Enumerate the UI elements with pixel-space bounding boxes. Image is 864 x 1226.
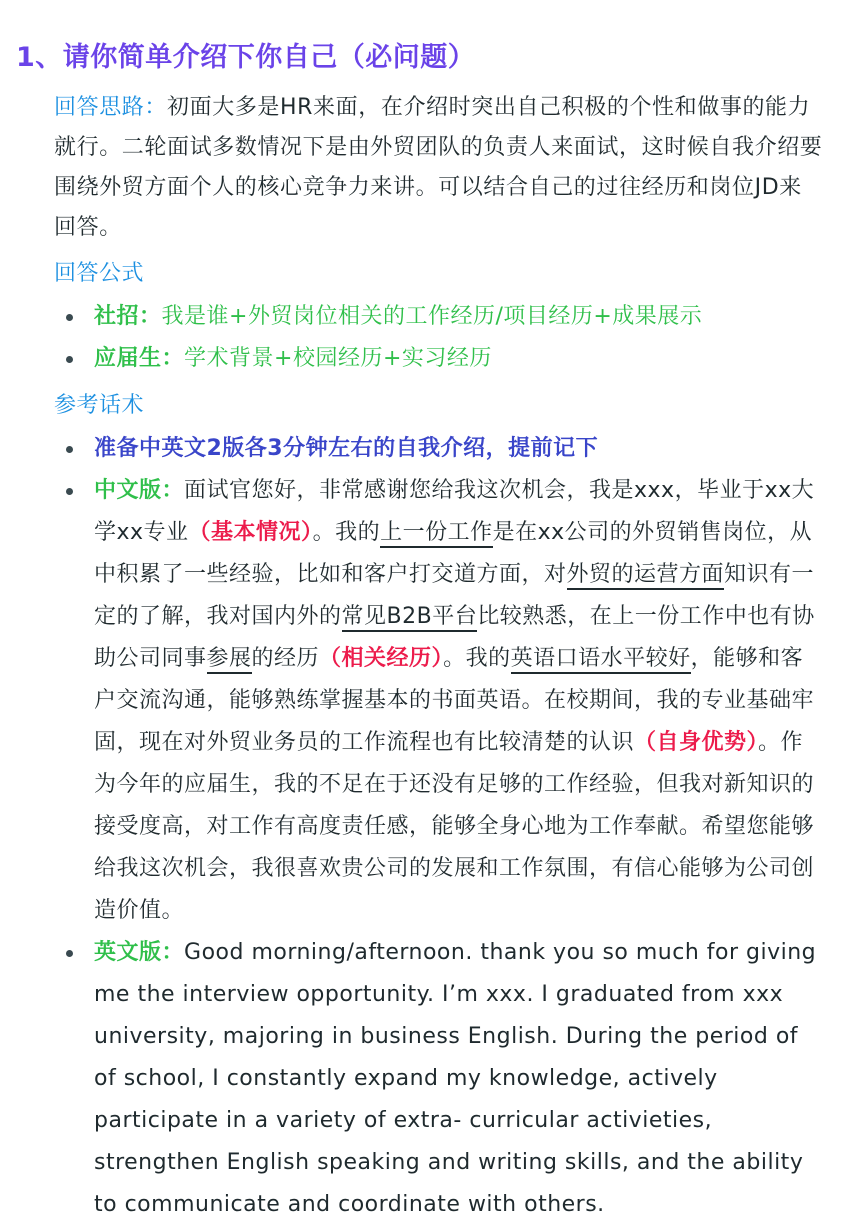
zh-text-4: 知识有一定的了解，我对国内外的 [94,562,815,629]
reference-en-item [54,932,824,1226]
zh-text-7: 。我的 [443,646,511,671]
zh-underline-5: 英语口语水平较好 [511,646,691,674]
bullet-icon [66,314,73,321]
zh-text-1: 面试官您好，非常感谢您给我这次机会，我是xxx，毕业于xx大学xx专业 [94,478,815,545]
formula-heading: 回答公式 [54,261,145,286]
zh-text-5: 比较熟悉，在上一份工作中也有协助公司同事 [94,604,815,671]
approach-paragraph [54,88,824,248]
bullet-icon [66,488,73,495]
formula-item-social [54,296,824,338]
formula-item-graduate [54,338,824,380]
zh-underline-1: 上一份工作 [380,520,493,548]
zh-tag-experience: （相关经历） [319,646,444,671]
zh-tag-basic: （基本情况） [188,520,313,545]
formula-item-text: 学术背景+校园经历+实习经历 [184,346,492,371]
formula-item-label: 应届生： [94,346,185,371]
approach-label: 回答思路： [54,95,168,120]
reference-zh-item [54,470,824,932]
zh-text-9: 。作为今年的应届生，我的不足在于还没有足够的工作经验，但我对新知识的接受度高，对工作有高度责任感，能够全身心地为工作奉献。希望您能够给我这次机会，我很喜欢贵公司的发展和工作氛围，有信心能够为公司创造价值。 [94,730,815,923]
bullet-icon [66,356,73,363]
zh-text-6: 的经历 [251,646,320,671]
reference-prep-item [54,428,824,470]
formula-item-text: 我是谁+外贸岗位相关的工作经历/项目经历+成果展示 [161,304,703,329]
en-label: 英文版： [94,940,185,965]
reference-prep-text: 准备中英文2版各3分钟左右的自我介绍，提前记下 [94,436,599,461]
bullet-icon [66,446,73,453]
reference-heading: 参考话术 [54,393,145,418]
approach-text: 初面大多是HR来面，在介绍时突出自己积极的个性和做事的能力就行。二轮面试多数情况下是由外贸团队的负责人来面试，这时候自我介绍要围绕外贸方面个人的核心竞争力来讲。可以结合自己的过往经历和岗位JD来回答。 [54,95,823,240]
zh-label: 中文版： [94,478,185,503]
zh-text-8: ，能够和客户交流沟通，能够熟练掌握基本的书面英语。在校期间，我的专业基础牢固，现在对外贸业务员的工作流程也有比较清楚的认识 [94,646,815,755]
zh-underline-3: 常见B2B平台 [342,604,478,632]
zh-text-3: 是在xx公司的外贸销售岗位，从中积累了一些经验，比如和客户打交道方面，对 [94,520,813,587]
formula-item-label: 社招： [94,304,162,329]
zh-text-2: 。我的 [312,520,381,545]
bullet-icon [66,950,73,957]
zh-underline-4: 参展 [207,646,252,674]
en-text: Good morning/afternoon. thank you so much for giving me the interview opportunity. I’m xxx. I graduated from xxx university, majoring in business English. During the period of of school, I constantly expand my knowledge, actively participate in a variety of extra- curricular activieties, strengthen English speaking and writing skills, and the ability to communicate and coordinate with others. [94,940,817,1217]
zh-tag-advantage: （自身优势） [634,730,759,755]
reference-list [54,428,824,1226]
question-title: 1、请你简单介绍下你自己（必问题） [16,42,476,73]
formula-list [54,296,824,380]
zh-underline-2: 外贸的运营方面 [567,562,725,590]
